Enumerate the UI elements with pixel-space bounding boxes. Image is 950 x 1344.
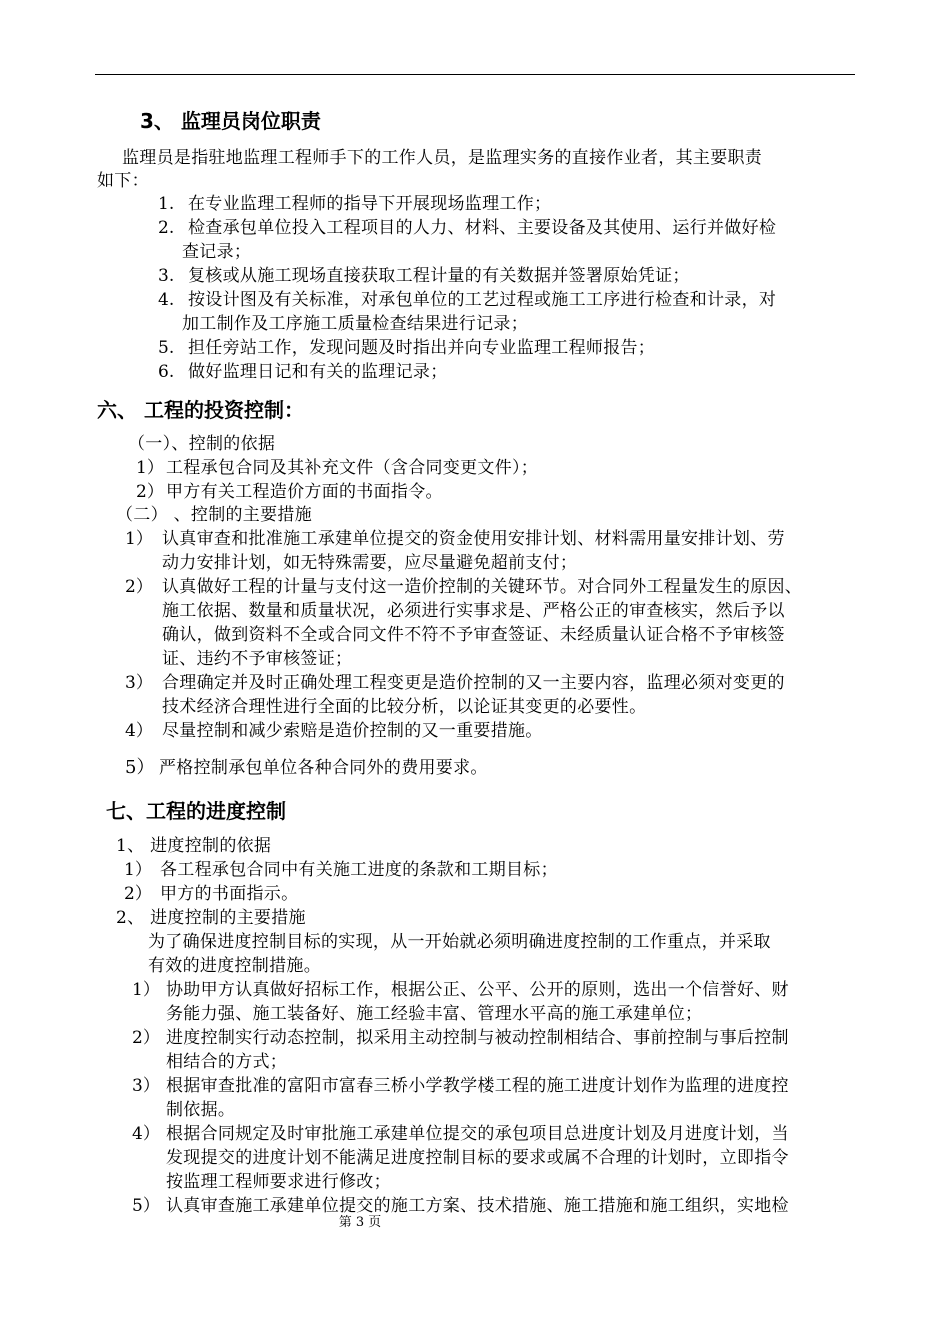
progress-measure-2-text-1: 进度控制实行动态控制，拟采用主动控制与被动控制相结合、事前控制与事后控制 <box>166 1028 789 1048</box>
duty-1-text: 在专业监理工程师的指导下开展现场监理工作； <box>188 194 552 214</box>
duty-2-text-1: 检查承包单位投入工程项目的人力、材料、主要设备及其使用、运行并做好检 <box>188 218 777 238</box>
progress-measure-5-text-1: 认真审查施工承建单位提交的施工方案、技术措施、施工措施和施工组织，实地检 <box>166 1196 789 1216</box>
section-3-intro-line-2: 如下： <box>97 171 149 191</box>
duty-6-text: 做好监理日记和有关的监理记录； <box>188 362 448 382</box>
investment-measure-2-text-3: 确认，做到资料不全或合同文件不符不予审查签证、未经质量认证合格不予审核签 <box>162 625 785 645</box>
duty-4-number: 4. <box>158 290 175 310</box>
investment-measure-3-text-1: 合理确定并及时正确处理工程变更是造价控制的又一主要内容，监理必须对变更的 <box>162 673 785 693</box>
duty-2-number: 2. <box>158 218 175 238</box>
progress-basis-subheading: 1、 进度控制的依据 <box>116 836 272 856</box>
duty-1-number: 1. <box>158 194 175 214</box>
investment-measure-2-text-2: 施工依据、数量和质量状况，必须进行实事求是、严格公正的审查核实，然后予以 <box>162 601 785 621</box>
investment-measure-2-number: 2） <box>125 577 153 597</box>
progress-basis-1-text: 各工程承包合同中有关施工进度的条款和工期目标； <box>160 860 558 880</box>
investment-basis-1-text: 工程承包合同及其补充文件（含合同变更文件）； <box>166 458 539 478</box>
investment-measure-2-text-4: 证、违约不予审核签证； <box>162 649 353 669</box>
progress-measure-2-number: 2） <box>132 1028 160 1048</box>
progress-measure-3-number: 3） <box>132 1076 160 1096</box>
progress-basis-2-text: 甲方的书面指示。 <box>160 884 299 904</box>
progress-measure-1-number: 1） <box>132 980 160 1000</box>
investment-measure-5-text: 严格控制承包单位各种合同外的费用要求。 <box>159 758 488 778</box>
investment-measure-4-text: 尽量控制和减少索赔是造价控制的又一重要措施。 <box>162 721 543 741</box>
page-number: 第 3 页 <box>338 1215 382 1230</box>
progress-basis-1-number: 1） <box>124 860 152 880</box>
investment-measure-5-number: 5） <box>125 757 155 778</box>
investment-measure-2-text-1: 认真做好工程的计量与支付这一造价控制的关键环节。对合同外工程量发生的原因、 <box>162 577 803 597</box>
progress-intro-line-1: 为了确保进度控制目标的实现，从一开始就必须明确进度控制的工作重点，并采取 <box>148 932 771 952</box>
duty-5-text: 担任旁站工作，发现问题及时指出并向专业监理工程师报告； <box>188 338 656 358</box>
investment-basis-2-text: 甲方有关工程造价方面的书面指令。 <box>166 482 443 502</box>
duty-4-text-1: 按设计图及有关标准，对承包单位的工艺过程或施工工序进行检查和计录，对 <box>188 290 777 310</box>
investment-measure-4-number: 4） <box>125 721 153 741</box>
investment-measure-1-number: 1） <box>125 529 153 549</box>
progress-measure-4-text-3: 按监理工程师要求进行修改； <box>166 1172 391 1192</box>
progress-intro-line-2: 有效的进度控制措施。 <box>148 956 321 976</box>
section-7-heading: 七、工程的进度控制 <box>106 799 286 823</box>
investment-measure-1-text-2: 动力安排计划，如无特殊需要，应尽量避免超前支付； <box>162 553 578 573</box>
progress-measure-5-number: 5） <box>132 1196 160 1216</box>
investment-measures-subheading: （二） 、控制的主要措施 <box>116 505 313 525</box>
investment-measure-3-text-2: 技术经济合理性进行全面的比较分析，以论证其变更的必要性。 <box>162 697 647 717</box>
investment-measure-1-text-1: 认真审查和批准施工承建单位提交的资金使用安排计划、材料需用量安排计划、劳 <box>162 529 785 549</box>
investment-basis-subheading: （一）、控制的依据 <box>128 434 276 454</box>
header-rule <box>95 74 855 75</box>
duty-5-number: 5. <box>158 338 175 358</box>
progress-measure-1-text-1: 协助甲方认真做好招标工作，根据公正、公平、公开的原则，选出一个信誉好、财 <box>166 980 789 1000</box>
progress-measure-4-number: 4） <box>132 1124 160 1144</box>
investment-measure-3-number: 3） <box>125 673 153 693</box>
duty-2-text-2: 查记录； <box>182 242 252 262</box>
progress-measure-3-text-2: 制依据。 <box>166 1100 236 1120</box>
section-3-heading: 3、 监理员岗位职责 <box>140 109 321 133</box>
section-6-heading: 六、 工程的投资控制： <box>97 398 304 422</box>
duty-3-text: 复核或从施工现场直接获取工程计量的有关数据并签署原始凭证； <box>188 266 690 286</box>
section-3-intro-line-1: 监理员是指驻地监理工程师手下的工作人员，是监理实务的直接作业者，其主要职责 <box>122 148 763 168</box>
progress-basis-2-number: 2） <box>124 884 152 904</box>
duty-4-text-2: 加工制作及工序施工质量检查结果进行记录； <box>182 314 528 334</box>
progress-measure-1-text-2: 务能力强、施工装备好、施工经验丰富、管理水平高的施工承建单位； <box>166 1004 703 1024</box>
duty-6-number: 6. <box>158 362 175 382</box>
progress-measure-4-text-2: 发现提交的进度计划不能满足进度控制目标的要求或属不合理的计划时，立即指令 <box>166 1148 789 1168</box>
investment-basis-2-number: 2） <box>136 482 164 502</box>
investment-basis-1-number: 1） <box>136 458 164 478</box>
progress-measure-2-text-2: 相结合的方式； <box>166 1052 288 1072</box>
duty-3-number: 3. <box>158 266 175 286</box>
progress-measures-subheading: 2、 进度控制的主要措施 <box>116 908 306 928</box>
progress-measure-4-text-1: 根据合同规定及时审批施工承建单位提交的承包项目总进度计划及月进度计划，当 <box>166 1124 789 1144</box>
progress-measure-3-text-1: 根据审查批准的富阳市富春三桥小学教学楼工程的施工进度计划作为监理的进度控 <box>166 1076 789 1096</box>
